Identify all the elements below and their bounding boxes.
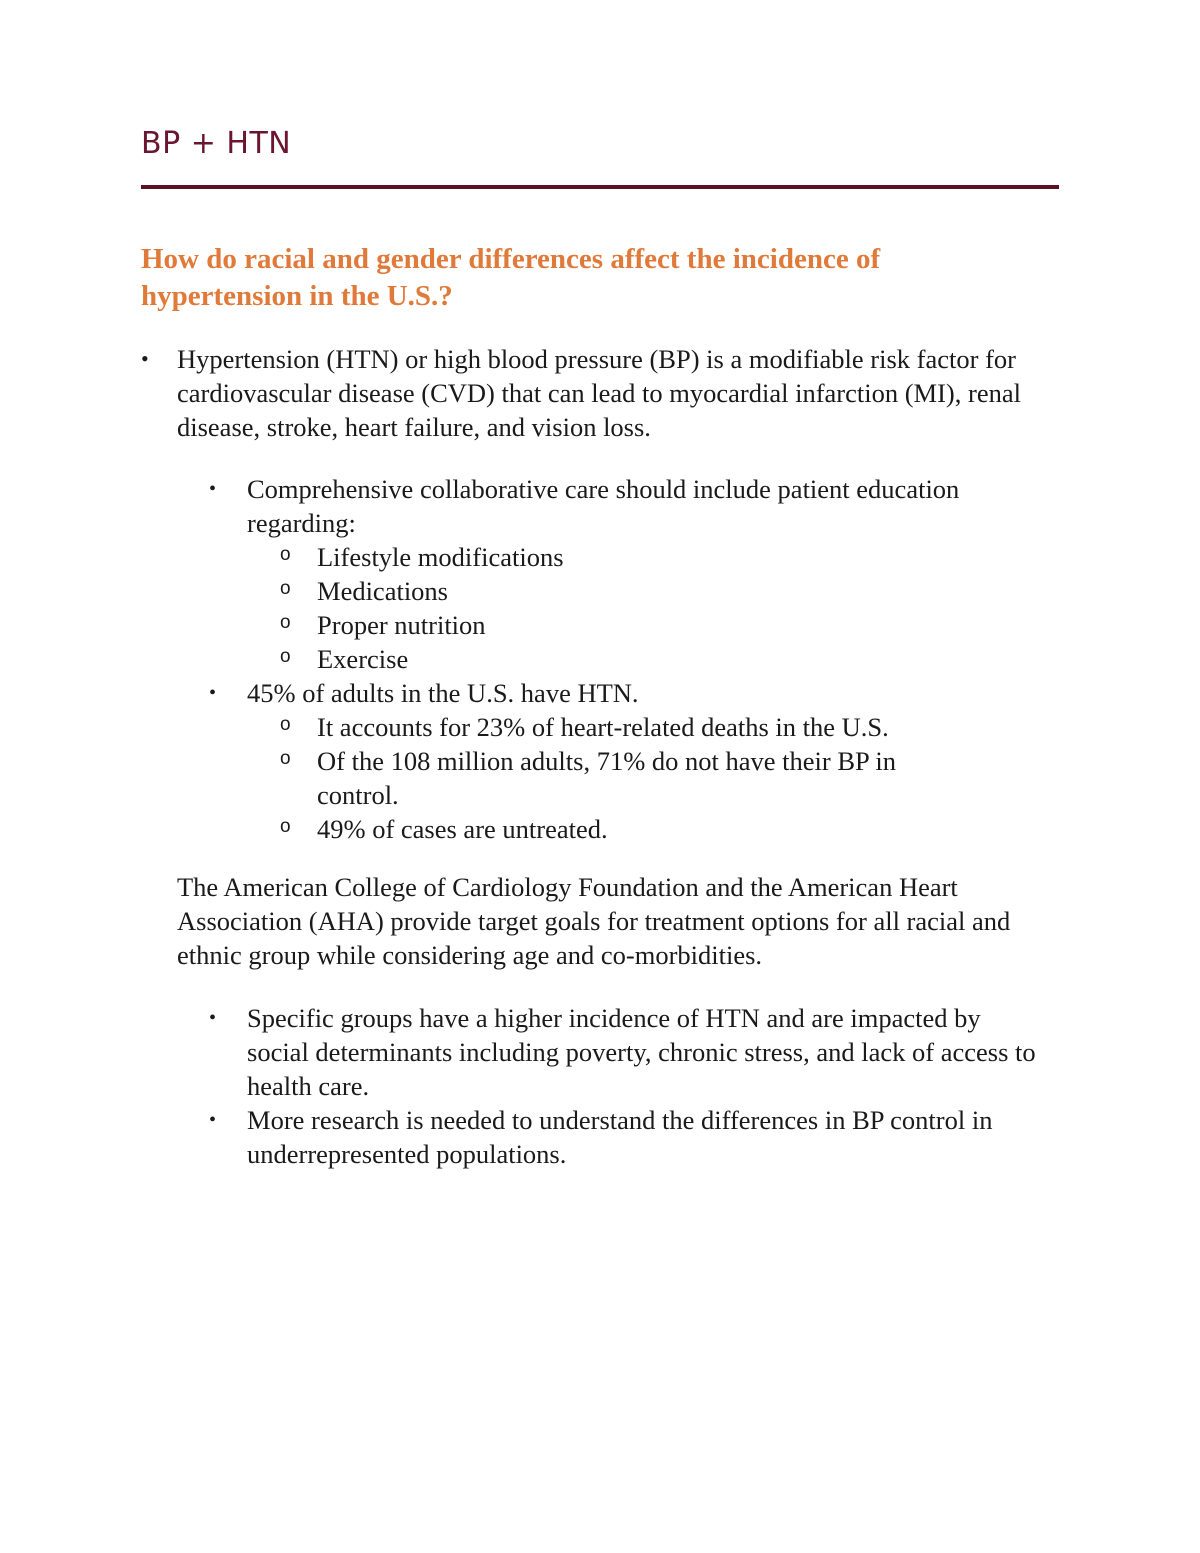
subsub-item-exercise: Exercise: [317, 644, 409, 674]
sub-bullet-groups: Specific groups have a higher incidence of HTN and are impacted by social determinants including poverty, chronic stress, and lack of access to health care.: [247, 1003, 1036, 1101]
subsub-item-untreated: 49% of cases are untreated.: [317, 814, 608, 844]
sub-bullet-research: More research is needed to understand the differences in BP control in underrepresented populations.: [247, 1105, 993, 1169]
sub-bullet-care: Comprehensive collaborative care should include patient education regarding:: [247, 474, 960, 538]
sub-bullet-marker: •: [209, 1007, 217, 1029]
bullet-marker: •: [141, 346, 149, 371]
section-question-heading: How do racial and gender differences affect the incidence of hypertension in the U.S.?: [141, 243, 881, 312]
bullet-hypertension: Hypertension (HTN) or high blood pressure (BP) is a modifiable risk factor for cardiovascular disease (CVD) that can lead to myocardial infarction (MI), renal disease, stroke, heart failure, and vision loss.: [177, 344, 1021, 442]
title-divider: [141, 185, 1059, 189]
subsub-item-medications: Medications: [317, 576, 448, 606]
paragraph-acc-aha: The American College of Cardiology Foundation and the American Heart Association (AHA) provide target goals for treatment options for all racial and ethnic group while considering age and co-morbidities.: [177, 872, 1011, 970]
subsub-bullet-marker: o: [280, 714, 291, 735]
subsub-bullet-marker: o: [280, 816, 291, 837]
subsub-bullet-marker: o: [280, 544, 291, 565]
subsub-item-deaths: It accounts for 23% of heart-related deaths in the U.S.: [317, 712, 889, 742]
subsub-item-control: Of the 108 million adults, 71% do not have their BP in control.: [317, 746, 897, 810]
sub-bullet-adults: 45% of adults in the U.S. have HTN.: [247, 678, 639, 708]
subsub-item-nutrition: Proper nutrition: [317, 610, 486, 640]
sub-bullet-marker: •: [209, 682, 217, 704]
subsub-bullet-marker: o: [280, 612, 291, 633]
sub-bullet-marker: •: [209, 478, 217, 500]
subsub-bullet-marker: o: [280, 748, 291, 769]
subsub-bullet-marker: o: [280, 578, 291, 599]
document-title: BP + HTN: [141, 126, 292, 161]
subsub-item-lifestyle: Lifestyle modifications: [317, 542, 564, 572]
sub-bullet-marker: •: [209, 1109, 217, 1131]
subsub-bullet-marker: o: [280, 646, 291, 667]
